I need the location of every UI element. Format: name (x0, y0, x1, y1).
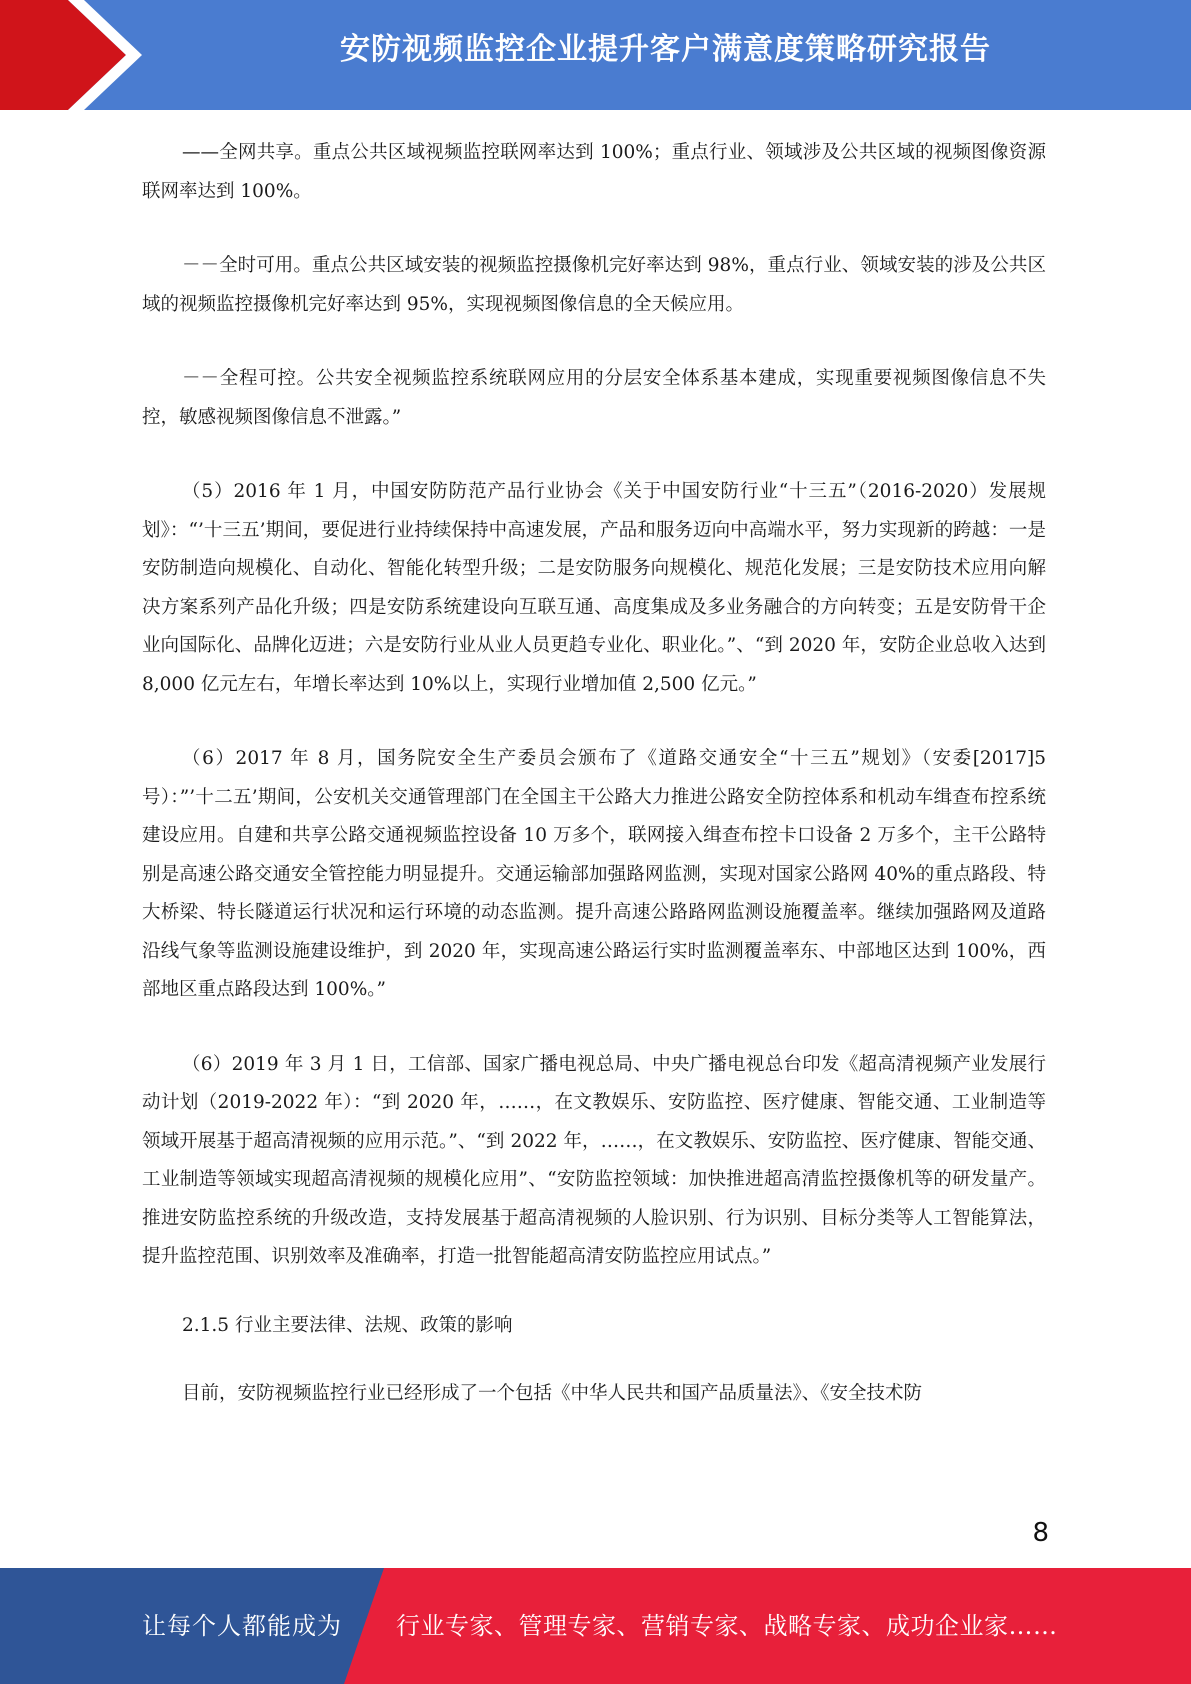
paragraph-2016-plan: （5）2016 年 1 月，中国安防防范产品行业协会《关于中国安防行业“十三五”（2016-2020）发展规划》：“’十三五’期间，要促进行业持续保持中高速发展，产品和服务迈向中高端水平，努力实现新的跨越：一是安防制造向规模化、自动化、智能化转型升级；二是安防服务向规模化、规范化发展；三是安防技术应用向解决方案系列产品化升级；四是安防系统建设向互联互通、高度集成及多业务融合的方向转变；五是安防骨干企业向国际化、品牌化迈进；六是安防行业从业人员更趋专业化、职业化。”、“到 2020 年，安防企业总收入达到 8,000 亿元左右，年增长率达到 10%以上，实现行业增加值 2,500 亿元。” (142, 481, 1046, 695)
paragraph-2017-road-safety: （6）2017 年 8 月，国务院安全生产委员会颁布了《道路交通安全“十三五”规划》（安委[2017]5 号）：”’十二五’期间，公安机关交通管理部门在全国主干公路大力推进公路安全防控体系和机动车缉查布控系统建设应用。自建和共享公路交通视频监控设备 10 万多个，联网接入缉查布控卡口设备 2 万多个，主干公路特别是高速公路交通安全管控能力明显提升。交通运输部加强路网监测，实现对国家公路网 40%的重点路段、特大桥梁、特长隧道运行状况和运行环境的动态监测。提升高速公路路网监测设施覆盖率。继续加强路网及道路沿线气象等监测设施建设维护，到 2020 年，实现高速公路运行实时监测覆盖率东、中部地区达到 100%，西部地区重点路段达到 100%。” (142, 748, 1046, 1000)
section-heading: 2.1.5 行业主要法律、法规、政策的影响 (182, 1314, 513, 1336)
paragraph-network-sharing: ——全网共享。重点公共区域视频监控联网率达到 100%；重点行业、领域涉及公共区域的视频图像资源联网率达到 100%。 (142, 142, 1046, 202)
paragraph-availability: －－全时可用。重点公共区域安装的视频监控摄像机完好率达到 98%，重点行业、领域安装的涉及公共区域的视频监控摄像机完好率达到 95%，实现视频图像信息的全天候应用。 (142, 255, 1046, 315)
paragraph-2019-uhd-video: （6）2019 年 3 月 1 日，工信部、国家广播电视总局、中央广播电视总台印发《超高清视频产业发展行动计划（2019-2022 年）：“到 2020 年，……，在文教娱乐、安防监控、医疗健康、智能交通、工业制造等领域开展基于超高清视频的应用示范。”、“到 2022 年，……，在文教娱乐、安防监控、医疗健康、智能交通、工业制造等领域实现超高清视频的规模化应用”、“安防监控领域：加快推进超高清监控摄像机等的研发量产。推进安防监控系统的升级改造，支持发展基于超高清视频的人脸识别、行为识别、目标分类等人工智能算法，提升监控范围、识别效率及准确率，打造一批智能超高清安防监控应用试点。” (142, 1053, 1046, 1267)
report-title: 安防视频监控企业提升客户满意度策略研究报告 (340, 32, 991, 67)
footer-slogan-right: 行业专家、管理专家、营销专家、战略专家、成功企业家…… (396, 1612, 1058, 1640)
document-body (142, 134, 1046, 1450)
page-footer (0, 1568, 1191, 1684)
paragraph-laws-intro: 目前，安防视频监控行业已经形成了一个包括《中华人民共和国产品质量法》、《安全技术防 (182, 1383, 923, 1404)
page-header (0, 0, 1191, 110)
paragraph-controllability: －－全程可控。公共安全视频监控系统联网应用的分层安全体系基本建成，实现重要视频图像信息不失控，敏感视频图像信息不泄露。” (142, 368, 1046, 428)
footer-slogan-left: 让每个人都能成为 (142, 1612, 342, 1640)
header-arrow-decoration (0, 0, 150, 110)
page-number: 8 (1032, 1518, 1049, 1548)
